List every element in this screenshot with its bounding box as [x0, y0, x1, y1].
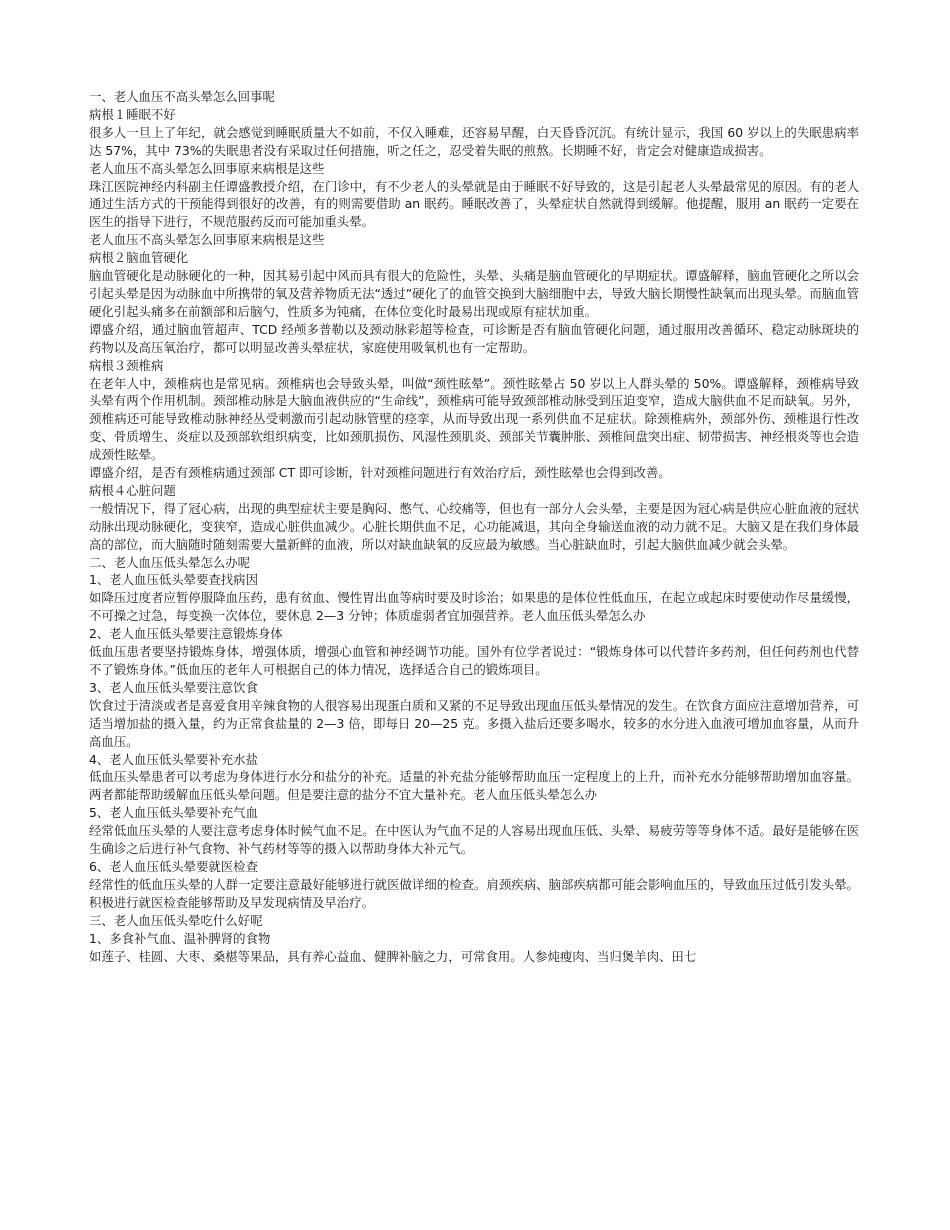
paragraph: 脑血管硬化是动脉硬化的一种，因其易引起中风而具有很大的危险性，头晕、头痛是脑血管硬化的早期症状。谭盛解释，脑血管硬化之所以会引起头晕是因为动脉血中所携带的氧及营养物质无法“透过”硬化了的血管交换到大脑细胞中去，导致大脑长期慢性缺氧而出现头晕。而脑血管硬化引起头痛多在前额部和后脑勺，性质多为钝痛，在体位变化时最易出现或原有症状加重。: [89, 268, 859, 319]
subheading: 病根１睡眠不好: [89, 106, 176, 122]
section-heading: 二、老人血压低头晕怎么办呢: [89, 554, 251, 570]
subheading: 老人血压不高头晕怎么回事原来病根是这些: [89, 160, 325, 176]
paragraph: 经常性的低血压头晕的人群一定要注意最好能够进行就医做详细的检查。肩颈疾病、脑部疾病都可能会影响血压的，导致血压过低引发头晕。积极进行就医检查能够帮助及早发现病情及早治疗。: [89, 876, 859, 910]
paragraph: 谭盛介绍，是否有颈椎病通过颈部 CT 即可诊断，针对颈椎问题进行有效治疗后，颈性眩晕也会得到改善。: [89, 465, 671, 481]
paragraph: 饮食过于清淡或者是喜爱食用辛辣食物的人很容易出现蛋白质和又紧的不足导致出现血压低头晕情况的发生。在饮食方面应注意增加营养，可适当增加盐的摄入量，约为正常食盐量的 2—3 倍，即每日 20—25 克。多摄入盐后还要多喝水，较多的水分进入血液可增加血容量，从而升高血压。: [89, 697, 859, 749]
subheading: 2、老人血压低头晕要注意锻炼身体: [89, 626, 283, 642]
paragraph: 一般情况下，得了冠心病，出现的典型症状主要是胸闷、憋气、心绞痛等，但也有一部分人会头晕，主要是因为冠心病是供应心脏血液的冠状动脉出现动脉硬化，变狭窄，造成心脏供血减少。心脏长期供血不足，心功能减退，其向全身输送血液的动力就不足。大脑又是在我们身体最高的部位，而大脑随时随刻需要大量新鲜的血液，所以对缺血缺氧的反应最为敏感。当心脏缺血时，引起大脑供血减少就会头晕。: [89, 500, 859, 552]
subheading: 病根３颈椎病: [89, 357, 164, 373]
subheading: 5、老人血压低头晕要补充气血: [89, 805, 258, 821]
paragraph: 如降压过度者应暂停服降血压药，患有贫血、慢性胃出血等病时要及时诊治；如果患的是体位性低血压，在起立或起床时要使动作尽量缓慢，不可操之过急，每变换一次体位，要休息 2—3 分钟；体质虚弱者宜加强营养。老人血压低头晕怎么办: [89, 590, 859, 624]
subheading: 6、老人血压低头晕要就医检查: [89, 858, 258, 874]
section-heading: 一、老人血压不高头晕怎么回事呢: [89, 89, 275, 104]
paragraph: 很多人一旦上了年纪，就会感觉到睡眠质量大不如前，不仅入睡难，还容易早醒，白天昏昏沉沉。有统计显示，我国 60 岁以上的失眠患病率达 57%，其中 73%的失眠患者没有采取过任何措施，听之任之，忍受着失眠的煎熬。长期睡不好，肯定会对健康造成损害。: [89, 124, 859, 158]
paragraph: 在老年人中，颈椎病也是常见病。颈椎病也会导致头晕，叫做“颈性眩晕”。颈性眩晕占 50 岁以上人群头晕的 50%。谭盛解释，颈椎病导致头晕有两个作用机制。颈部椎动脉是大脑血液供应的“生命线”，颈椎病可能导致颈部椎动脉受到压迫变窄，造成大脑供血不足而缺氧。另外，颈椎病还可能导致椎动脉神经丛受刺激而引起动脉管壁的痉挛，从而导致出现一系列供血不足症状。除颈椎病外，颈部外伤、颈椎退行性改变、骨质增生、炎症以及颈部软组织病变，比如颈肌损伤、风湿性颈肌炎、颈部关节囊肿胀、颈椎间盘突出症、韧带损害、神经根炎等也会造成颈性眩晕。: [89, 375, 859, 463]
subheading: 4、老人血压低头晕要补充水盐: [89, 751, 258, 767]
paragraph: 如莲子、桂圆、大枣、桑椹等果品，具有养心益血、健脾补脑之力，可常食用。人参炖瘦肉、当归煲羊肉、田七: [89, 948, 697, 964]
paragraph: 低血压头晕患者可以考虑为身体进行水分和盐分的补充。适量的补充盐分能够帮助血压一定程度上的上升，而补充水分能够帮助增加血容量。两者都能帮助缓解血压低头晕问题。但是要注意的盐分不宜大量补充。老人血压低头晕怎么办: [89, 769, 859, 803]
document-body: [89, 88, 859, 965]
subheading: 病根４心脏问题: [89, 482, 176, 498]
subheading: 3、老人血压低头晕要注意饮食: [89, 679, 258, 695]
subheading: 老人血压不高头晕怎么回事原来病根是这些: [89, 232, 325, 248]
subheading: 1、多食补气血、温补脾肾的食物: [89, 930, 271, 946]
subheading: 1、老人血压低头晕要查找病因: [89, 572, 258, 588]
paragraph: 经常低血压头晕的人要注意考虑身体时候气血不足。在中医认为气血不足的人容易出现血压低、头晕、易疲劳等等身体不适。最好是能够在医生确诊之后进行补气食物、补气药材等等的摄入以帮助身体大补元气。: [89, 823, 859, 857]
paragraph: 谭盛介绍，通过脑血管超声、TCD 经颅多普勒以及颈动脉彩超等检查，可诊断是否有脑血管硬化问题，通过服用改善循环、稳定动脉斑块的药物以及高压氧治疗，都可以明显改善头晕症状，家庭使用吸氧机也有一定帮助。: [89, 321, 859, 355]
paragraph: 低血压患者要坚持锻炼身体，增强体质，增强心血管和神经调节功能。国外有位学者说过：“锻炼身体可以代替许多药剂，但任何药剂也代替不了锻炼身体。”低血压的老年人可根据自己的体力情况，选择适合自己的锻炼项目。: [89, 644, 859, 677]
subheading: 病根２脑血管硬化: [89, 250, 189, 266]
section-heading: 三、老人血压低头晕吃什么好呢: [89, 912, 263, 928]
paragraph: 珠江医院神经内科副主任谭盛教授介绍，在门诊中，有不少老人的头晕就是由于睡眠不好导致的，这是引起老人头晕最常见的原因。有的老人通过生活方式的干预能得到很好的改善，有的则需要借助 an 眠药。睡眠改善了，头晕症状自然就得到缓解。他提醒，服用 an 眠药一定要在医生的指导下进行，不规范服药反而可能加重头晕。: [89, 178, 859, 230]
